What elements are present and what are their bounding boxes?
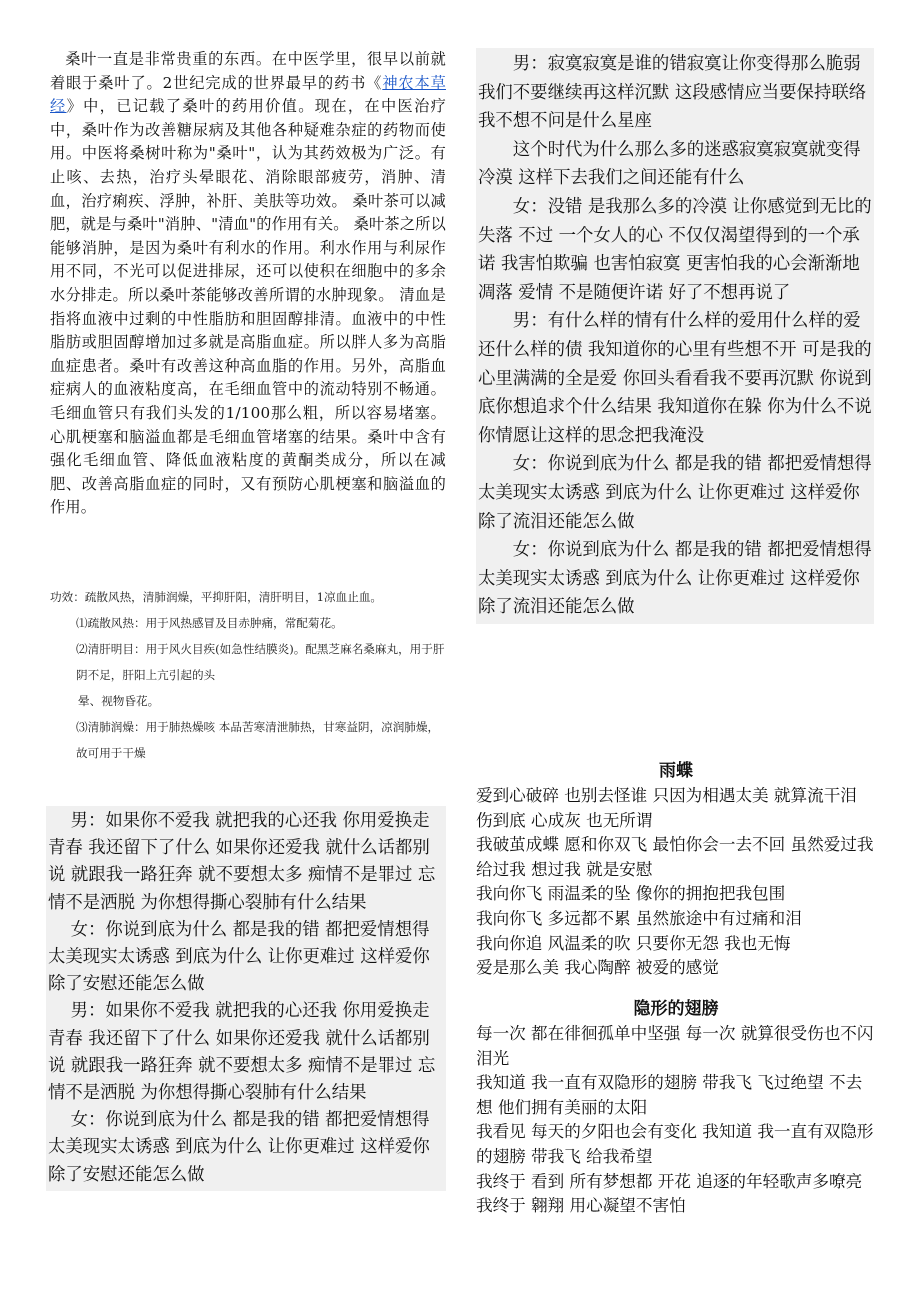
shennong-bencaojing-link[interactable]: 神农本草经 bbox=[50, 73, 446, 116]
song-line: 我破茧成蝶 愿和你双飞 最怕你会一去不回 虽然爱过我 给过我 想过我 就是安慰 bbox=[476, 835, 874, 879]
song-line: 每一次 都在徘徊孤单中坚强 每一次 就算很受伤也不闪泪光 bbox=[476, 1024, 874, 1068]
gongxiao-item-2: ⑵清肝明目：用于风火目疾(如急性结膜炎)。配黑芝麻名桑麻丸，用于肝阴不足，肝阳上亢引起的头 bbox=[76, 642, 445, 682]
song-yudie bbox=[476, 758, 876, 981]
song-line: 我向你飞 雨温柔的坠 像你的拥抱把我包围 bbox=[476, 884, 786, 904]
lyrics-left-verse: 男：如果你不爱我 就把我的心还我 你用爱换走青春 我还留下了什么 如果你还爱我 就什么话都别说 就跟我一路狂奔 就不要想太多 痴情不是罪过 忘情不是洒脱 为你想得撕心裂肺有什么结果 bbox=[48, 811, 436, 913]
song-line: 我向你飞 多远都不累 虽然旅途中有过痛和泪 bbox=[476, 908, 802, 928]
song-line: 爱到心破碎 也别去怪谁 只因为相遇太美 就算流干泪 伤到底 心成灰 也无所谓 bbox=[476, 786, 857, 830]
lyrics-left-verse: 男：如果你不爱我 就把我的心还我 你用爱换走青春 我还留下了什么 如果你还爱我 就什么话都别说 就跟我一路狂奔 就不要想太多 痴情不是罪过 忘情不是洒脱 为你想得撕心裂肺有什么结果 bbox=[48, 1001, 436, 1104]
lyrics-right-verse: 男：寂寞寂寞是谁的错寂寞让你变得那么脆弱 我们不要继续再这样沉默 这段感情应当要保持联络 我不想不问是什么星座 bbox=[478, 54, 867, 132]
song-title: 雨蝶 bbox=[659, 761, 693, 781]
song-line: 我终于 看到 所有梦想都 开花 追逐的年轻歌声多嘹亮 我终于 翱翔 用心凝望不害怕 bbox=[476, 1171, 863, 1216]
song-line: 我向你追 风温柔的吹 只要你无怨 我也无悔 bbox=[476, 933, 791, 953]
lyrics-right-verse: 女：你说到底为什么 都是我的错 都把爱情想得太美现实太诱惑 到底为什么 让你更难过 这样爱你除了流泪还能怎么做 bbox=[478, 540, 872, 618]
lyrics-right-block bbox=[476, 48, 874, 624]
song-yinxing-chibang bbox=[476, 996, 876, 1219]
lyrics-right-verse: 女：没错 是我那么多的冷漠 让你感觉到无比的失落 不过 一个女人的心 不仅仅渴望得到的一个承诺 我害怕欺骗 也害怕寂寞 更害怕我的心会渐渐地凋落 爱情 不是随便许诺 好了不想再说了 bbox=[478, 196, 872, 303]
sangye-paragraph bbox=[50, 48, 446, 520]
song-title: 隐形的翅膀 bbox=[633, 999, 719, 1019]
song-line: 爱是那么美 我心陶醉 被爱的感觉 bbox=[476, 958, 719, 978]
lyrics-right-verse: 男：有什么样的情有什么样的爱用什么样的爱还什么样的债 我知道你的心里有些想不开 可是我的心里满满的全是爱 你回头看看我不要再沉默 你说到底你想追求个什么结果 我知道你在躲 你为什么不说 你情愿让这样的思念把我淹没 bbox=[478, 311, 872, 446]
sangye-text-after: 》中，已记载了桑叶的药用价值。现在，在中医治疗中，桑叶作为改善糖尿病及其他各种疑难杂症的药物而使用。中医将桑树叶称为"桑叶"，认为其药效极为广泛。有止咳、去热，治疗头晕眼花、消除眼部疲劳，消肿、清血，治疗痢疾、浮肿，补肝、美肤等功效。 桑叶茶可以减肥，就是与桑叶"消肿、"清血"的作用有关。 桑叶茶之所以能够消肿，是因为桑叶有利水的作用。利水作用与利尿作用不同，不光可以促进排尿，还可以使积在细胞中的多余水分排走。所以桑叶茶能够改善所谓的水肿现象。 清血是指将血液中过剩的中性脂肪和胆固醇排清。血液中的中性脂肪或胆固醇增加过多就是高脂血症。所以胖人多为高脂血症患者。桑叶有改善这种高血脂的作用。另外，高脂血症病人的血液粘度高，在毛细血管中的流动特别不畅通。毛细血管只有我们头发的1/100那么粗，所以容易堵塞。心肌梗塞和脑溢血都是毛细血管堵塞的结果。桑叶中含有强化毛细血管、降低血液粘度的黄酮类成分，所以在减肥、改善高脂血症的同时，又有预防心肌梗塞和脑溢血的作用。 bbox=[50, 97, 447, 517]
gongxiao-item-2-cont: 晕、视物昏花。 bbox=[78, 694, 160, 708]
song-line: 我知道 我一直有双隐形的翅膀 带我飞 飞过绝望 不去想 他们拥有美丽的太阳 bbox=[476, 1073, 863, 1117]
gongxiao-item-3: ⑶清肺润燥：用于肺热燥咳 本品苦寒清泄肺热，甘寒益阴，凉润肺燥，故可用于干燥 bbox=[76, 720, 440, 760]
song-line: 我看见 每天的夕阳也会有变化 我知道 我一直有双隐形的翅膀 带我飞 给我希望 bbox=[476, 1122, 874, 1166]
gongxiao-section bbox=[50, 584, 446, 766]
gongxiao-item-1: ⑴疏散风热：用于风热感冒及目赤肿痛，常配菊花。 bbox=[76, 616, 343, 630]
lyrics-left-verse: 女：你说到底为什么 都是我的错 都把爱情想得太美现实太诱惑 到底为什么 让你更难过 这样爱你除了安慰还能怎么做 bbox=[48, 1110, 430, 1185]
sangye-text-before: 桑叶一直是非常贵重的东西。在中医学里，很早以前就着眼于桑叶了。2世纪完成的世界最早的药书《 bbox=[50, 50, 446, 92]
sangye-article bbox=[50, 48, 446, 520]
lyrics-right-verse: 这个时代为什么那么多的迷惑寂寞寂寞就变得冷漠 这样下去我们之间还能有什么 bbox=[478, 139, 861, 189]
gongxiao-summary: 功效：疏散风热，清肺润燥，平抑肝阳，清肝明目，1凉血止血。 bbox=[50, 590, 383, 604]
lyrics-left-block bbox=[46, 806, 446, 1191]
lyrics-right-verse: 女：你说到底为什么 都是我的错 都把爱情想得太美现实太诱惑 到底为什么 让你更难过 这样爱你除了流泪还能怎么做 bbox=[478, 454, 872, 532]
lyrics-left-verse: 女：你说到底为什么 都是我的错 都把爱情想得太美现实太诱惑 到底为什么 让你更难过 这样爱你除了安慰还能怎么做 bbox=[48, 919, 430, 995]
